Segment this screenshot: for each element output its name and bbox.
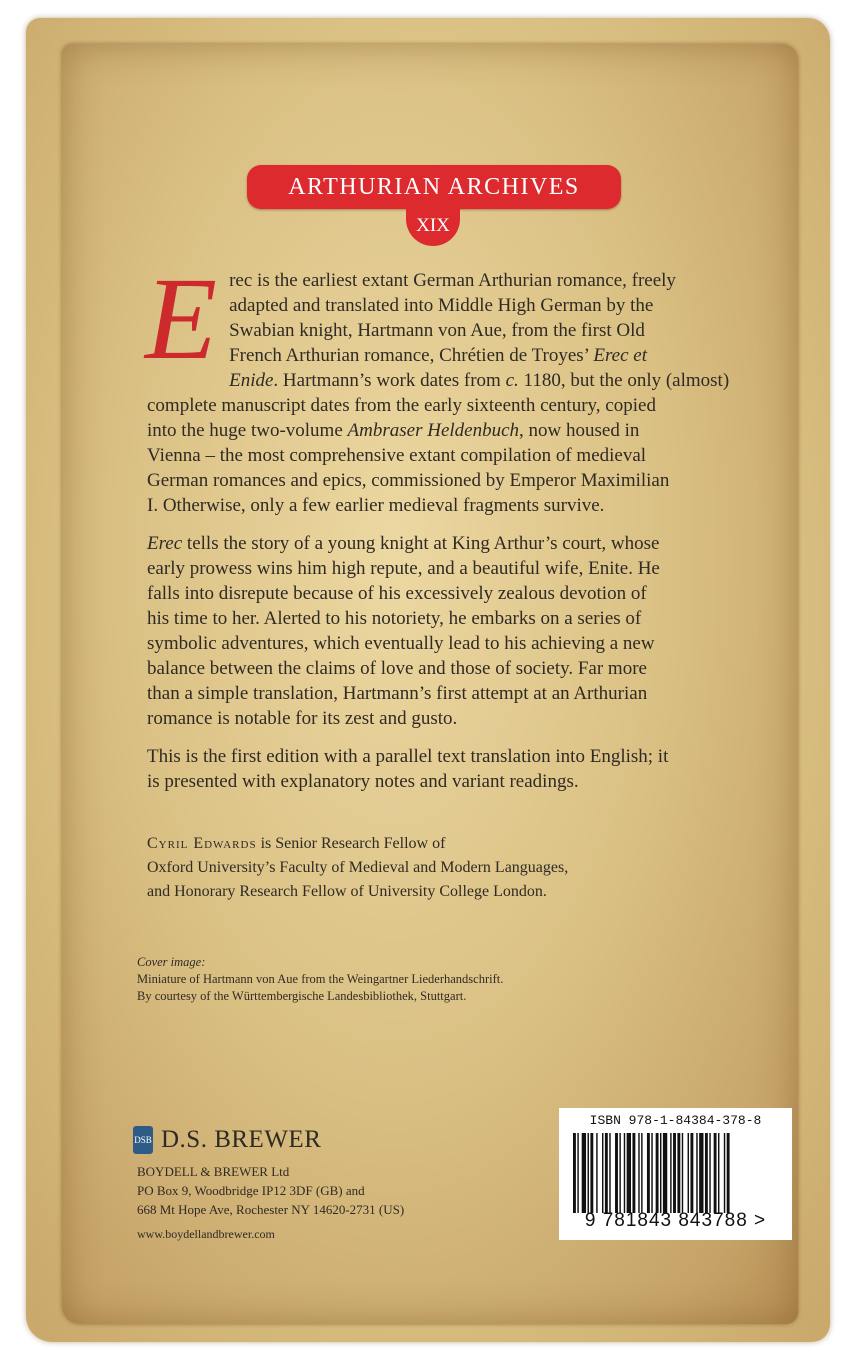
cover-credit-line: By courtesy of the Württembergische Landesbibliothek, Stuttgart.	[137, 989, 467, 1003]
blurb-line: balance between the claims of love and those of society. Far more	[147, 658, 647, 679]
author-name: Cyril Edwards	[147, 835, 257, 852]
blurb-line: This is the first edition with a parallel text translation into English; it	[147, 746, 669, 767]
cover-credit-label: Cover image:	[137, 955, 206, 969]
publisher-logo-icon: DSB	[133, 1126, 153, 1154]
blurb-line: into the huge two-volume Ambraser Heldenbuch, now housed in	[147, 420, 640, 441]
blurb-paragraph-2	[147, 531, 763, 731]
publisher-name: D.S. BREWER	[161, 1126, 322, 1153]
author-bio	[147, 832, 767, 904]
blurb-line: early prowess wins him high repute, and a beautiful wife, Enite. He	[147, 558, 660, 579]
blurb-paragraph-1	[145, 253, 763, 518]
blurb-paragraph-3	[147, 744, 763, 794]
blurb-line: symbolic adventures, which eventually lead to his achieving a new	[147, 633, 655, 654]
author-bio-line: Cyril Edwards is Senior Research Fellow of	[147, 835, 446, 852]
blurb-line: than a simple translation, Hartmann’s first attempt at an Arthurian	[147, 683, 648, 704]
author-bio-line: Oxford University’s Faculty of Medieval and Modern Languages,	[147, 859, 569, 876]
blurb-line: his time to her. Alerted to his notoriety, he embarks on a series of	[147, 608, 642, 629]
publisher-address: BOYDELL & BREWER Ltd PO Box 9, Woodbridge IP12 3DF (GB) and 668 Mt Hope Ave, Rochester NY 14620-2731 (US)	[137, 1164, 405, 1217]
series-number-badge: XIX	[406, 208, 460, 246]
publisher-url: www.boydellandbrewer.com	[137, 1227, 275, 1241]
blurb-line: German romances and epics, commissioned by Emperor Maximilian	[147, 470, 670, 491]
series-title-banner: ARTHURIAN ARCHIVES	[247, 165, 621, 209]
barcode-bars-icon	[573, 1133, 781, 1213]
isbn-barcode	[559, 1108, 792, 1240]
blurb-line: French Arthurian romance, Chrétien de Troyes’ Erec et	[229, 345, 647, 366]
drop-cap-letter: E	[145, 253, 218, 384]
blurb-line: I. Otherwise, only a few earlier medieval fragments survive.	[147, 495, 605, 516]
blurb-line: complete manuscript dates from the early sixteenth century, copied	[147, 395, 656, 416]
blurb-line: Erec tells the story of a young knight at King Arthur’s court, whose	[147, 533, 660, 554]
cover-credit-line: Miniature of Hartmann von Aue from the Weingartner Liederhandschrift.	[137, 972, 504, 986]
blurb-line: Enide. Hartmann’s work dates from c. 1180, but the only (almost)	[229, 370, 730, 391]
blurb-line: romance is notable for its zest and gusto.	[147, 708, 458, 729]
blurb-line: Vienna – the most comprehensive extant compilation of medieval	[147, 445, 647, 466]
blurb-line: adapted and translated into Middle High German by the	[229, 295, 654, 316]
barcode-digits: 9 781843 843788 >	[584, 1210, 767, 1231]
isbn-label: ISBN 978-1-84384-378-8	[589, 1113, 762, 1128]
author-bio-line: and Honorary Research Fellow of University College London.	[147, 883, 547, 900]
blurb-line: rec is the earliest extant German Arthurian romance, freely	[229, 270, 676, 291]
blurb-line: Swabian knight, Hartmann von Aue, from the first Old	[229, 320, 645, 341]
blurb-line: is presented with explanatory notes and variant readings.	[147, 771, 579, 792]
blurb-text	[145, 253, 763, 807]
blurb-line: falls into disrepute because of his excessively zealous devotion of	[147, 583, 647, 604]
cover-image-credit	[137, 954, 757, 1005]
